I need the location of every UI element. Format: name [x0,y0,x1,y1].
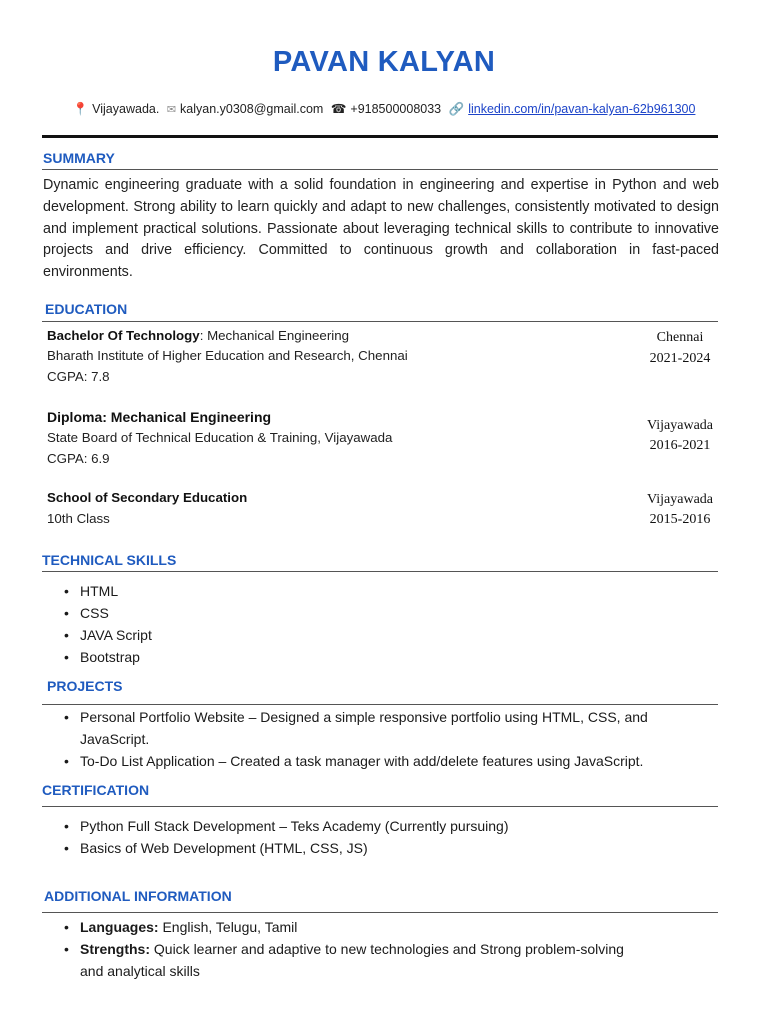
education-divider [42,321,718,322]
list-item [64,916,714,938]
list-item [64,750,714,772]
list-item [64,706,714,750]
additional-heading: ADDITIONAL INFORMATION [44,888,232,904]
list-item [64,815,714,837]
skill-text: HTML [80,583,119,599]
info-label: Strengths: [80,941,150,957]
bullet-icon: • [64,941,69,957]
list-item [64,938,714,982]
education-location: Chennai [656,330,704,345]
education-degree: School of Secondary Education [47,490,248,505]
education-location: Vijayawada [646,418,713,433]
candidate-name: PAVAN KALYAN [272,46,496,78]
project-text: To-Do List Application – Created a task manager with add/delete features using JavaScript. [80,753,644,769]
certification-list [64,815,714,859]
list-item [64,837,714,859]
education-field: : Mechanical Engineering [199,328,349,343]
education-location: Vijayawada [646,492,713,507]
bullet-icon: • [64,627,69,643]
education-degree: Bachelor Of Technology [47,328,200,343]
bullet-icon: • [64,709,69,725]
skills-divider [42,571,718,572]
education-institution: 10th Class [47,511,110,526]
education-score: CGPA: 7.8 [47,369,110,384]
education-degree: Diploma: Mechanical Engineering [47,409,272,425]
envelope-icon: ✉ [166,104,177,116]
skill-text: Bootstrap [80,649,140,665]
education-degree-line [47,328,349,343]
skill-text: JAVA Script [80,627,152,643]
contact-email[interactable]: kalyan.y0308@gmail.com [180,102,324,116]
list-item [64,624,152,646]
bullet-icon: • [64,840,69,856]
linkedin-link[interactable]: linkedin.com/in/pavan-kalyan-62b961300 [468,102,696,116]
list-item [64,602,152,624]
education-institution: State Board of Technical Education & Training, Vijayawada [47,430,393,445]
projects-heading: PROJECTS [47,678,123,694]
education-degree-line [47,490,247,505]
skill-text: CSS [80,605,109,621]
additional-divider [42,912,718,913]
education-score: CGPA: 6.9 [47,451,110,466]
bullet-icon: • [64,919,69,935]
project-text-continued: JavaScript. [80,731,150,747]
contact-phone[interactable]: +918500008033 [350,102,442,116]
info-text: Quick learner and adaptive to new technologies and Strong problem-solving [150,941,624,957]
certification-heading: CERTIFICATION [42,782,150,798]
bullet-icon: • [64,605,69,621]
info-label: Languages: [80,919,159,935]
contact-line [0,101,768,117]
education-years: 2021-2024 [649,351,711,366]
project-text: Personal Portfolio Website – Designed a simple responsive portfolio using HTML, CSS, and [80,709,648,725]
bullet-icon: • [64,818,69,834]
projects-divider [42,704,718,705]
contact-location: Vijayawada. [92,102,160,116]
certification-text: Python Full Stack Development – Teks Academy (Currently pursuing) [80,818,509,834]
phone-icon: ☎ [330,102,347,116]
certification-divider [42,806,718,807]
education-heading: EDUCATION [45,301,128,317]
summary-heading: SUMMARY [43,150,115,166]
list-item [64,646,152,668]
bullet-icon: • [64,753,69,769]
additional-list [64,916,714,982]
bullet-icon: • [64,649,69,665]
info-text: English, Telugu, Tamil [158,919,298,935]
summary-text: Dynamic engineering graduate with a solid foundation in engineering and expertise in Python and web development. Strong ability to learn quickly and adapt to new challenges, consistently motivated to design and implement practical solutions. Passionate about leveraging technical skills to contribute to innovative projects and drive efficiency. Committed to continuous growth and collaboration in fast-paced environments. [43,177,719,281]
summary-divider [42,169,718,170]
certification-text: Basics of Web Development (HTML, CSS, JS) [80,840,368,856]
projects-list [64,706,714,772]
skills-list [64,580,152,668]
education-degree-line [47,409,271,425]
education-institution: Bharath Institute of Higher Education and Research, Chennai [47,348,408,363]
list-item [64,580,152,602]
skills-heading: TECHNICAL SKILLS [42,552,177,568]
info-text-continued: and analytical skills [80,963,200,979]
bullet-icon: • [64,583,69,599]
education-years: 2016-2021 [649,438,711,453]
education-years: 2015-2016 [649,512,711,527]
location-pin-icon: 📍 [72,102,89,116]
link-icon: 🔗 [448,102,465,116]
header-divider [42,135,718,138]
